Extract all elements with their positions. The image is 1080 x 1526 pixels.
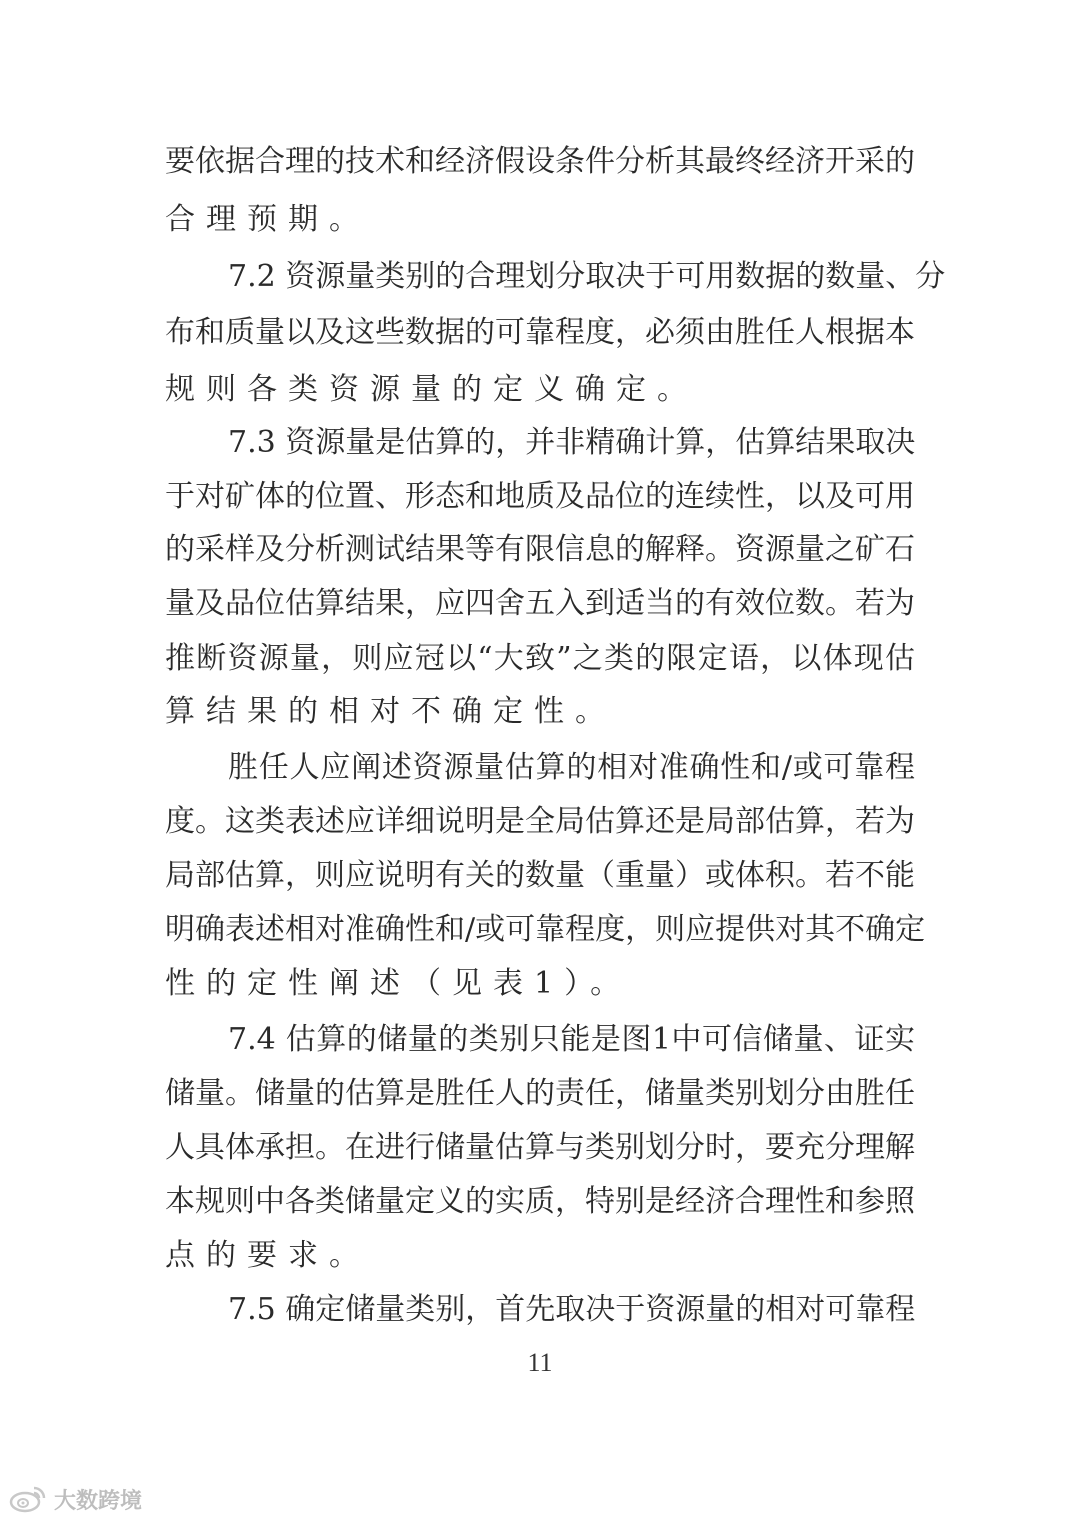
text-line: 度。这类表述应详细说明是全局估算还是局部估算，若为 <box>165 804 915 839</box>
watermark-text: 大数跨境 <box>54 1488 143 1514</box>
text-line: 性的定性阐述（见表1）。 <box>165 966 632 1001</box>
text-line: 合理预期。 <box>165 202 370 237</box>
text-line: 要依据合理的技术和经济假设条件分析其最终经济开采的 <box>165 144 915 179</box>
text-line: 布和质量以及这些数据的可靠程度，必须由胜任人根据本 <box>165 315 915 350</box>
text-line: 储量。储量的估算是胜任人的责任，储量类别划分由胜任 <box>165 1076 915 1111</box>
text-line: 7.2 资源量类别的合理划分取决于可用数据的数量、分 <box>228 259 946 294</box>
text-line: 胜任人应阐述资源量估算的相对准确性和/或可靠程 <box>228 750 915 785</box>
text-line: 本规则中各类储量定义的实质，特别是经济合理性和参照 <box>165 1184 915 1219</box>
text-line: 局部估算，则应说明有关的数量（重量）或体积。若不能 <box>165 858 915 893</box>
text-line: 于对矿体的位置、形态和地质及品位的连续性，以及可用 <box>165 479 915 514</box>
watermark <box>8 1482 142 1516</box>
text-line: 7.3 资源量是估算的，并非精确计算，估算结果取决 <box>228 425 916 460</box>
weibo-logo-icon <box>8 1484 48 1514</box>
text-line: 算结果的相对不确定性。 <box>165 694 616 729</box>
text-line: 点的要求。 <box>165 1238 370 1273</box>
text-line: 的采样及分析测试结果等有限信息的解释。资源量之矿石 <box>165 532 915 567</box>
text-line: 明确表述相对准确性和/或可靠程度，则应提供对其不确定 <box>165 912 926 947</box>
page-number: 11 <box>527 1348 553 1377</box>
text-line: 人具体承担。在进行储量估算与类别划分时，要充分理解 <box>165 1130 915 1165</box>
text-line: 量及品位估算结果，应四舍五入到适当的有效位数。若为 <box>165 586 915 621</box>
text-line: 规则各类资源量的定义确定。 <box>165 372 698 407</box>
text-line: 7.5 确定储量类别，首先取决于资源量的相对可靠程 <box>228 1292 916 1327</box>
text-line: 7.4 估算的储量的类别只能是图1中可信储量、证实 <box>228 1022 915 1057</box>
text-line: 推断资源量，则应冠以“大致”之类的限定语，以体现估 <box>165 641 915 676</box>
